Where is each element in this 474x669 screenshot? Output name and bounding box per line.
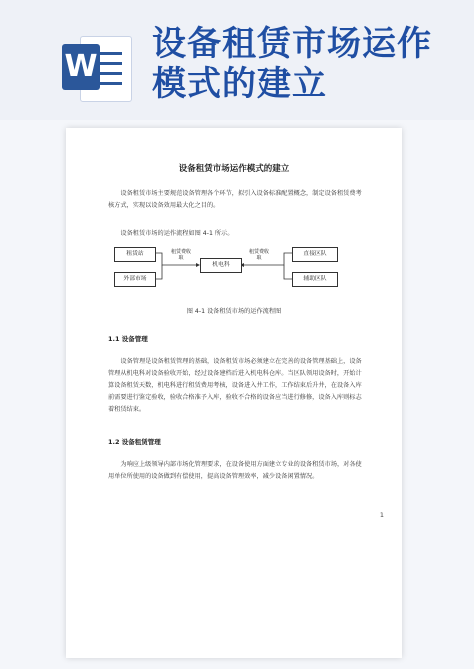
box-external-market: 外部市场 <box>114 272 156 287</box>
figure-caption: 图 4-1 设备租赁市场的运作流程图 <box>186 308 282 315</box>
box-direct-team: 直接区队 <box>292 247 338 262</box>
word-letter: W <box>62 44 100 90</box>
document-title: 设备租赁市场运作模式的建立 <box>178 164 290 174</box>
section-heading-1: 1.1 设备管理 <box>108 335 148 343</box>
document-page <box>66 128 402 658</box>
intro-paragraph: 设备租赁市场主要规范设备管理各个环节，拟引入设备标准配置概念，制定设备租赁费考核方式，实现以设备效用最大化之目的。 <box>108 190 362 209</box>
section-body-1: 设备管理是设备租赁管理的基础，设备租赁市场必须建立在完善的设备管理基础上，设备管理从机电科对设备验收开始，经过设备建档后进入机电科仓库。当区队领用设备时，开始计算设备租赁天数，机电科进行租赁费用考核，设备进入井工作，工作结束后升井，在设备入库前需要进行鉴定验收，验收合格准予入库，验收不合格的设备应当进行修修，设备入库则标志着租赁结束。 <box>108 358 362 413</box>
edge-label-left: 租赁费收取 <box>170 249 191 261</box>
header-banner <box>0 0 474 120</box>
box-electromechanical-dept: 机电科 <box>200 258 242 273</box>
section-heading-2: 1.2 设备租赁管理 <box>108 438 161 446</box>
edge-label-right: 租赁费收取 <box>248 249 269 261</box>
page-number: 1 <box>379 511 384 519</box>
banner-title: 设备租赁市场运作模式的建立 <box>152 24 432 104</box>
box-rental-station: 租赁站 <box>114 247 156 262</box>
box-auxiliary-team: 辅助区队 <box>292 272 338 287</box>
section-body-2: 为响应上级领导内部市场化管理要求，在设备使用方面建立专业的设备租赁市场，对各使用单位所使用的设备做到有偿使用，提高设备管理效率，减少设备闲置情况。 <box>108 461 362 480</box>
word-icon <box>62 36 130 100</box>
flow-intro: 设备租赁市场的运作流程如图 4-1 所示。 <box>120 230 234 237</box>
